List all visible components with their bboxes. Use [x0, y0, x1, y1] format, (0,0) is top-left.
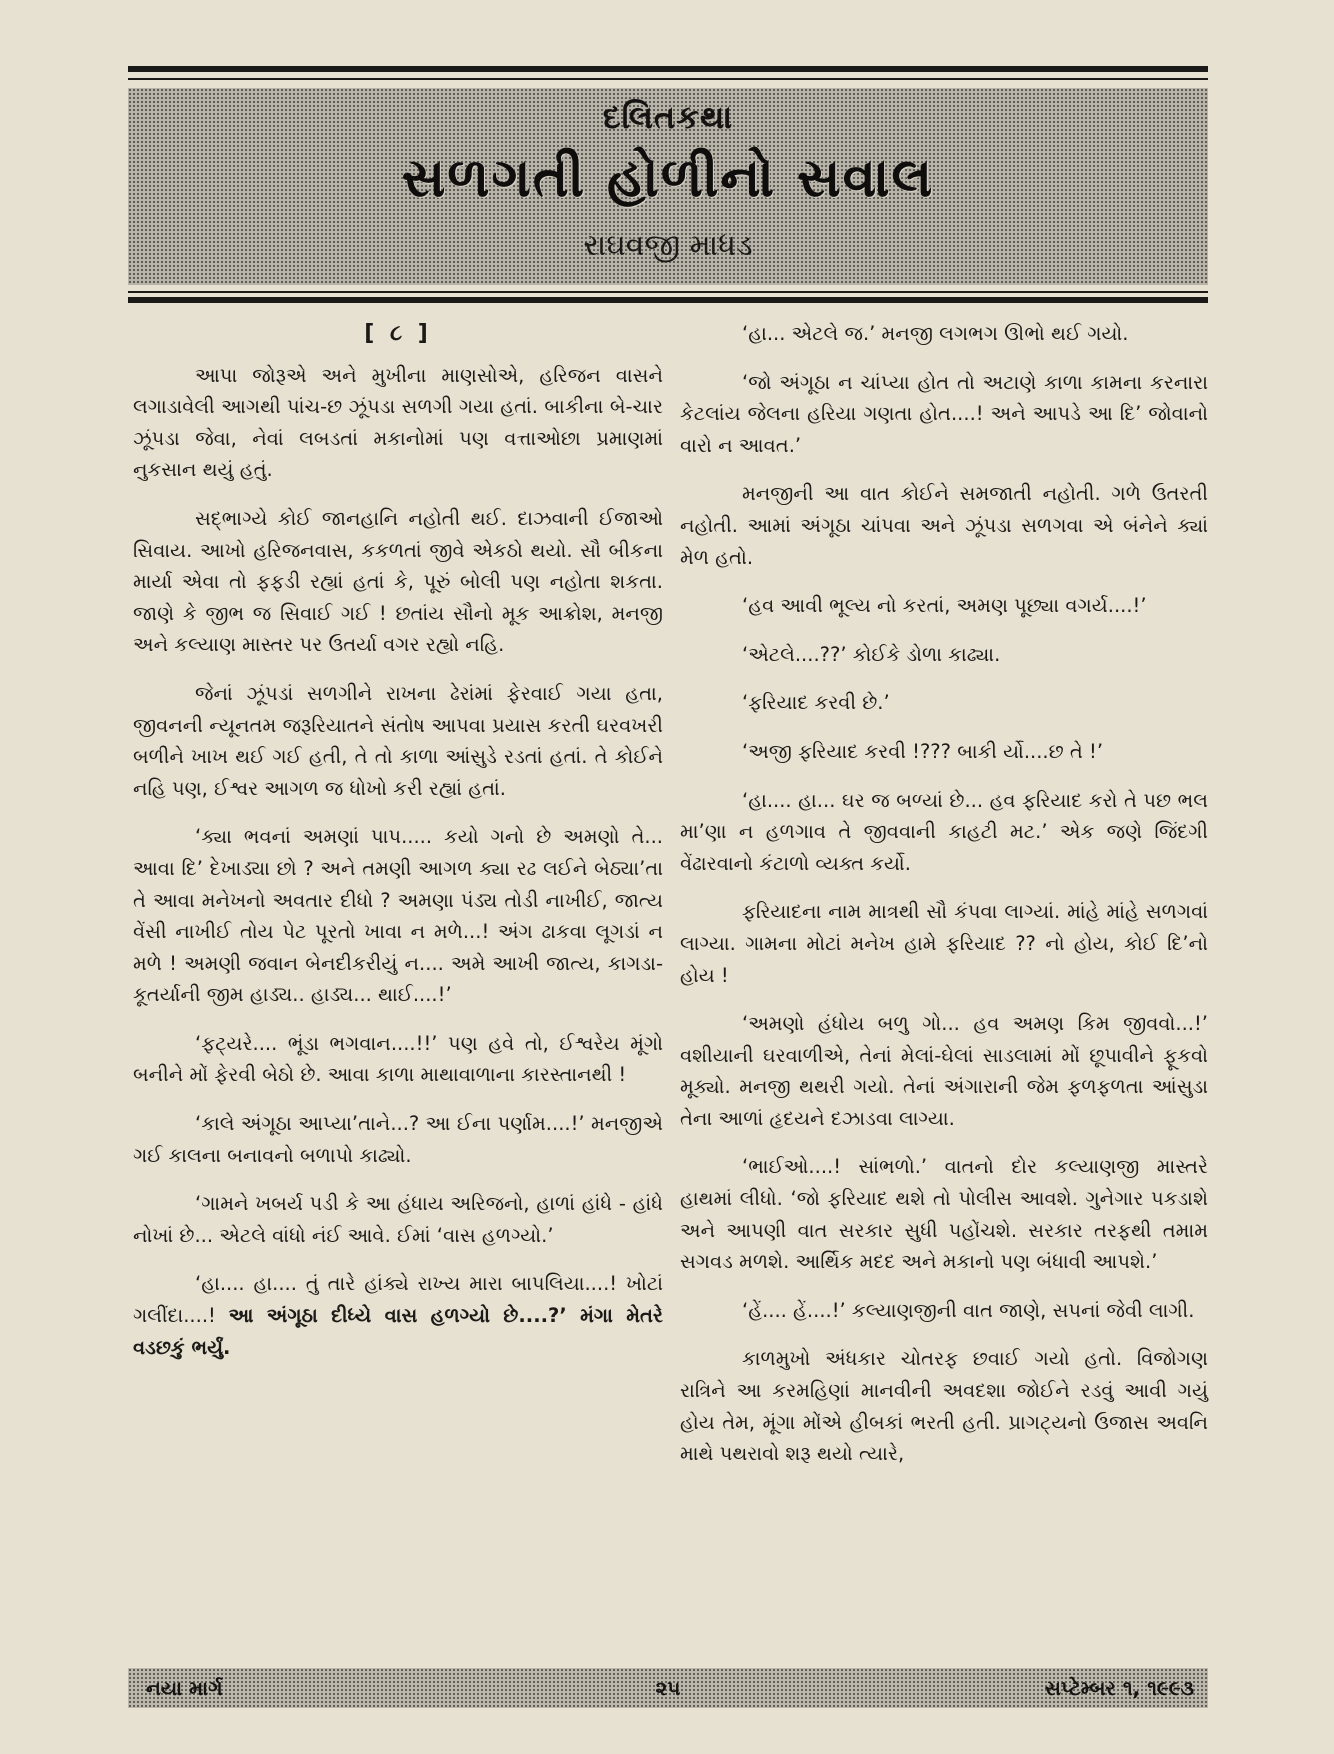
paragraph: ‘અમણો હંધોય બળુ ગો... હવ અમણ કિમ જીવવો...!’ વશીયાની ઘરવાળીએ, તેનાં મેલાં-ઘેલાં સાડલામાં મોં છૂપાવીને ફૂકવો મૂક્યો. મનજી થથરી ગયો. તેનાં અંગારાની જેમ ફળફળતા આંસુડા તેના આળાં હૃદયને દઝાડવા લાગ્યા.	[680, 1012, 1208, 1130]
top-rule-thin	[128, 78, 1208, 80]
magazine-name: નયા માર્ગ	[146, 1676, 223, 1700]
paragraph: ‘હવ આવી ભૂલ્ય નો કરતાં, અમણ પૂછ્યા વગર્ય....!’	[742, 594, 1147, 618]
paragraph: ‘ફરિયાદ કરવી છે.’	[742, 691, 890, 715]
section-number: [ ૮ ]	[364, 321, 432, 346]
paragraph: ‘અજી ફરિયાદ કરવી !??? બાકી ર્યો....છ તે !’	[742, 739, 1104, 763]
paragraph: જેનાં ઝૂંપડાં સળગીને રાખના ઢેરાંમાં ફેરવાઈ ગયા હતા, જીવનની ન્યૂનતમ જરૂરિયાતને સંતોષ આપવા પ્રયાસ કરતી ઘરવખરી બળીને ખાખ થઈ ગઈ હતી, તે તો કાળા આંસુડે રડતાં હતાં. તે કોઈને નહિ પણ, ઈશ્વર આગળ જ ધોખો કરી રહ્યાં હતાં.	[133, 681, 663, 800]
story-category: દલિતકથા	[602, 98, 734, 136]
right-column	[680, 318, 1208, 1487]
paragraph: ‘ભાઈઓ....! સાંભળો.’ વાતનો દોર કલ્યાણજી માસ્તરે હાથમાં લીધો. ‘જો ફરિયાદ થશે તો પોલીસ આવશે. ગુનેગાર પકડાશે અને આપણી વાત સરકાર સુધી પહોંચશે. સરકાર તરફથી તમામ સગવડ મળશે. આર્થિક મદદ અને મકાનો પણ બંધાવી આપશે.’	[680, 1155, 1208, 1274]
paragraph: ‘હા.... હા... ઘર જ બળ્યાં છે... હવ ફરિયાદ કરો તે પછ ભલ મા’ણા ન હળગાવ તે જીવવાની કાહટી મટ.’ એક જણે જિંદગી વેંઢારવાનો કંટાળો વ્યક્ત કર્યો.	[680, 788, 1208, 875]
paragraph: ‘કાલે અંગૂઠા આપ્યા’તાને...? આ ઈના પર્ણામ....!’ મનજીએ ગઈ કાલના બનાવનો બળાપો કાઢ્યો.	[133, 1112, 663, 1167]
paragraph: સદ્ભાગ્યે કોઈ જાનહાનિ નહોતી થઈ. દાઝવાની ઈજાઓ સિવાય. આખો હરિજનવાસ, કકળતાં જીવે એકઠો થયો. સૌ બીકના માર્યા એવા તો ફફડી રહ્યાં હતાં કે, પૂરું બોલી પણ નહોતા શકતા. જાણે કે જીભ જ સિવાઈ ગઈ ! છતાંય સૌનો મૂક આક્રોશ, મનજી અને કલ્યાણ માસ્તર પર ઉતર્યા વગર રહ્યો નહિ.	[133, 506, 663, 657]
story-title: સળગતી હોળીનો સવાલ	[401, 146, 935, 209]
paragraph: આપા જોરૂએ અને મુખીના માણસોએ, હરિજન વાસને લગાડાવેલી આગથી પાંચ-છ ઝૂંપડા સળગી ગયા હતાં. બાકીના બે-ચાર ઝૂંપડા જેવા, નેવાં લબડતાં મકાનોમાં પણ વત્તાઓછા પ્રમાણમાં નુકસાન થયું હતું.	[133, 363, 663, 482]
left-column	[133, 318, 663, 1380]
paragraph: મનજીની આ વાત કોઈને સમજાતી નહોતી. ગળે ઉતરતી નહોતી. આમાં અંગૂઠા ચાંપવા અને ઝૂંપડા સળગવા એ બંનેને ક્યાં મેળ હતો.	[680, 482, 1208, 569]
paragraph	[133, 1268, 663, 1363]
paragraph: ‘એટલે....??’ કોઈકે ડોળા કાઢ્યા.	[742, 642, 1001, 666]
page-footer	[128, 1668, 1208, 1708]
top-rule-thick	[128, 66, 1208, 72]
header-rule-thin	[128, 291, 1208, 293]
story-author: રાઘવજી માધડ	[583, 228, 753, 263]
paragraph: ‘હા... એટલે જ.’ મનજી લગભગ ઊભો થઈ ગયો.	[742, 322, 1129, 345]
paragraph-text: ‘હા.... હા.... તું તારે હાંક્યે રાખ્ય મારા બાપલિયા....! ખોટાં ગલીંદા....!	[133, 1272, 663, 1328]
paragraph: ‘હેં.... હેં....!’ કલ્યાણજીની વાત જાણે, સપનાં જેવી લાગી.	[742, 1298, 1195, 1322]
paragraph: કાળમુખો અંધકાર ચોતરફ છવાઈ ગયો હતો. વિજોગણ રાત્રિને આ કરમહિણાં માનવીની અવદશા જોઈને રડવું આવી ગયું હોય તેમ, મૂંગા મોંએ હીબકાં ભરતી હતી. પ્રાગટ્યનો ઉજાસ અવનિ માથે પથરાવો શરૂ થયો ત્યારે,	[680, 1347, 1208, 1466]
story-header	[128, 88, 1208, 285]
paragraph: ફરિયાદના નામ માત્રથી સૌ કંપવા લાગ્યાં. માંહે માંહે સળગવાં લાગ્યા. ગામના મોટાં મનેખ હામે ફરિયાદ ?? નો હોય, કોઈ દિ’નો હોય !	[680, 900, 1208, 987]
paragraph: ‘ફટ્યરે.... ભૂંડા ભગવાન....!!’ પણ હવે તો, ઈશ્વરેય મૂંગો બનીને મોં ફેરવી બેઠો છે. આવા કાળા માથાવાળાના કારસ્તાનથી !	[133, 1031, 663, 1087]
paragraph-bold-text: આ અંગૂઠા દીધ્યે વાસ હળગ્યો છે....?’ મંગા મેતરે વડછકું ભર્યું.	[133, 1304, 663, 1359]
header-rule-thick	[128, 297, 1208, 303]
page-number: ૨૫	[655, 1676, 681, 1700]
paragraph: ‘ક્યા ભવનાં અમણાં પાપ..... કયો ગનો છે અમણો તે... આવા દિ’ દેખાડ્યા છો ? અને તમણી આગળ ક્યા રઢ લઈને બેઠ્યા’તા તે આવા મનેખનો અવતાર દીધો ? અમણા પંડ્ય તોડી નાખીઈ, જાત્ય વેંસી નાખીઈ તોય પેટ પૂરતો ખાવા ન મળે...! અંગ ઢાકવા લૂગડાં ન મળે ! અમણી જવાન બેનદીકરીયું ન.... અમે આખી જાત્ય, કાગડા-કૂતર્યાની જીમ હાડ્ય.. હાડ્ય... થાઈ....!’	[133, 825, 663, 1007]
paragraph: ‘ગામને ખબર્ય પડી કે આ હંધાય અરિજનો, હાળાં હાંધે - હાંધે નોખાં છે... એટલે વાંધો નંઈ આવે. ઈમાં ‘વાસ હળગ્યો.’	[133, 1192, 663, 1247]
paragraph: ‘જો અંગૂઠા ન ચાંપ્યા હોત તો અટાણે કાળા કામના કરનારા કેટલાંય જેલના હરિયા ગણતા હોત....! અને આપડે આ દિ’ જોવાનો વારો ન આવત.’	[680, 370, 1208, 457]
issue-date: સપ્ટેમ્બર ૧, ૧૯૯૩	[1044, 1676, 1194, 1700]
